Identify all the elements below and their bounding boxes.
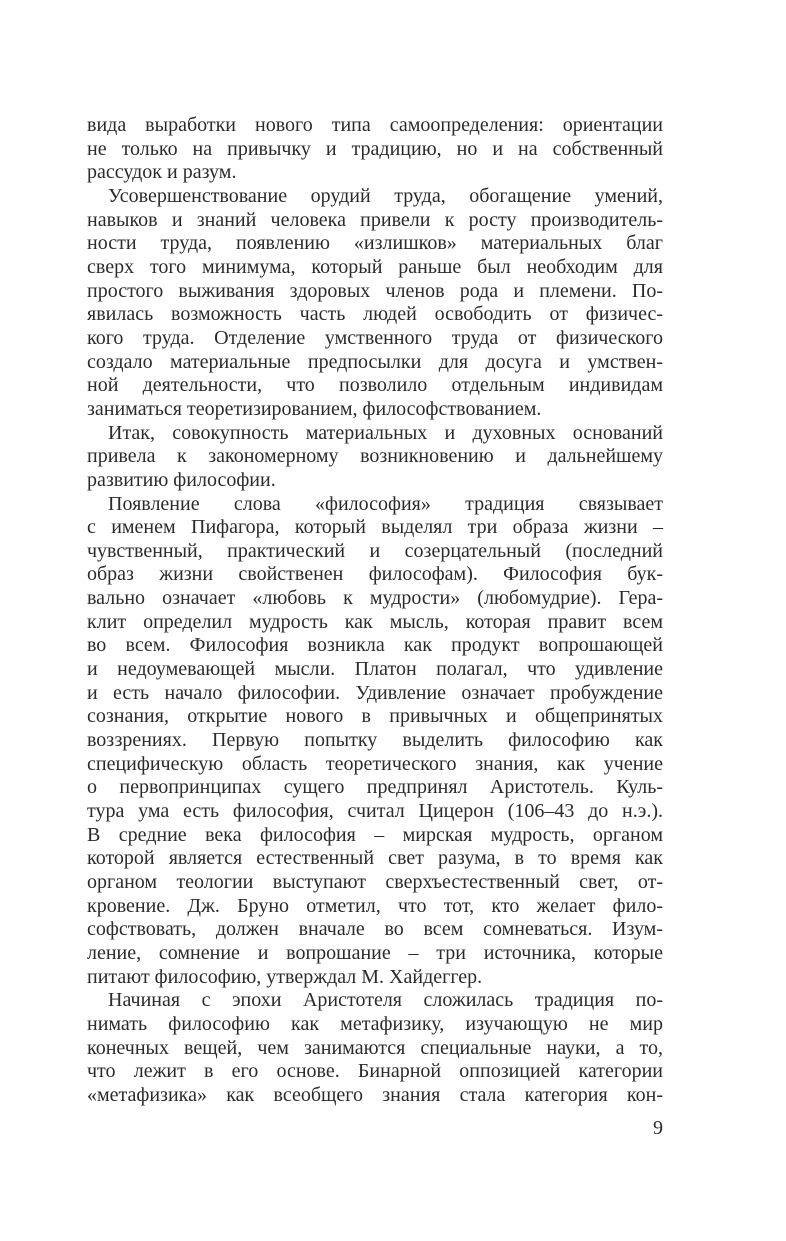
text-line: кровение. Дж. Бруно отметил, что тот, кто желает фило- bbox=[87, 894, 663, 917]
text-line: образ жизни свойственен философам). Философия бук- bbox=[87, 563, 663, 586]
text-line: чувственный, практический и созерцательный (последний bbox=[87, 539, 663, 562]
text-line: софствовать, должен вначале во всем сомневаться. Изум- bbox=[87, 918, 663, 941]
text-line: Итак, совокупность материальных и духовных оснований bbox=[108, 421, 663, 444]
text-line: специфическую область теоретического знания, как учение bbox=[87, 752, 663, 775]
text-line: о первопринципах сущего предпринял Аристотель. Куль- bbox=[87, 776, 663, 799]
text-line: которой является естественный свет разума, в то время как bbox=[87, 847, 663, 870]
text-line: что лежит в его основе. Бинарной оппозицией категории bbox=[87, 1060, 663, 1083]
text-line: тура ума есть философия, считал Цицерон (106–43 до н.э.). bbox=[87, 800, 663, 823]
text-line: вида выработки нового типа самоопределения: ориентации bbox=[87, 114, 663, 136]
text-line: Усовершенствование орудий труда, обогащение умений, bbox=[108, 184, 663, 207]
text-line: не только на привычку и традицию, но и на собственный bbox=[87, 137, 663, 160]
text-line: ной деятельности, что позволило отдельным индивидам bbox=[87, 374, 663, 397]
text-line: развитию философии. bbox=[87, 468, 276, 491]
text-line: рассудок и разум. bbox=[87, 161, 237, 184]
text-line: кого труда. Отделение умственного труда от физического bbox=[87, 326, 663, 349]
text-line: воззрениях. Первую попытку выделить философию как bbox=[87, 729, 663, 752]
text-line: питают философию, утверждал М. Хайдеггер. bbox=[87, 965, 483, 988]
text-line: с именем Пифагора, который выделял три образа жизни – bbox=[87, 516, 663, 539]
text-line: Появление слова «философия» традиция связывает bbox=[108, 492, 663, 515]
text-line: клит определил мудрость как мысль, которая правит всем bbox=[87, 610, 663, 633]
text-line: сознания, открытие нового в привычных и общепринятых bbox=[87, 705, 663, 728]
text-line: и есть начало философии. Удивление означает пробуждение bbox=[87, 681, 663, 704]
text-line: вально означает «любовь к мудрости» (любомудрие). Гера- bbox=[87, 587, 663, 610]
text-line: явилась возможность часть людей освободить от физичес- bbox=[87, 303, 663, 326]
page-body-text bbox=[87, 114, 663, 1108]
text-line: во всем. Философия возникла как продукт вопрошающей bbox=[87, 634, 663, 657]
text-line: создало материальные предпосылки для досуга и умствен- bbox=[87, 350, 663, 373]
text-line: ление, сомнение и вопрошание – три источника, которые bbox=[87, 941, 663, 964]
text-line: «метафизика» как всеобщего знания стала категория кон- bbox=[87, 1083, 663, 1106]
page-number: 9 bbox=[653, 1117, 663, 1139]
text-line: простого выживания здоровых членов рода и племени. По- bbox=[87, 279, 663, 302]
text-line: Начиная с эпохи Аристотеля сложилась традиция по- bbox=[108, 989, 663, 1012]
text-line: В средние века философия – мирская мудрость, органом bbox=[87, 823, 663, 846]
text-line: ности труда, появлению «излишков» материальных благ bbox=[87, 232, 663, 255]
text-line: и недоумевающей мысли. Платон полагал, что удивление bbox=[87, 658, 663, 681]
text-line: нимать философию как метафизику, изучающую не мир bbox=[87, 1012, 663, 1035]
text-line: привела к закономерному возникновению и дальнейшему bbox=[87, 445, 663, 468]
text-line: навыков и знаний человека привели к росту производитель- bbox=[87, 208, 663, 231]
text-line: заниматься теоретизированием, философствованием. bbox=[87, 397, 542, 420]
text-line: конечных вещей, чем занимаются специальные науки, а то, bbox=[87, 1036, 663, 1059]
text-line: органом теологии выступают сверхъестественный свет, от- bbox=[87, 871, 663, 893]
text-line: сверх того минимума, который раньше был необходим для bbox=[87, 255, 663, 278]
